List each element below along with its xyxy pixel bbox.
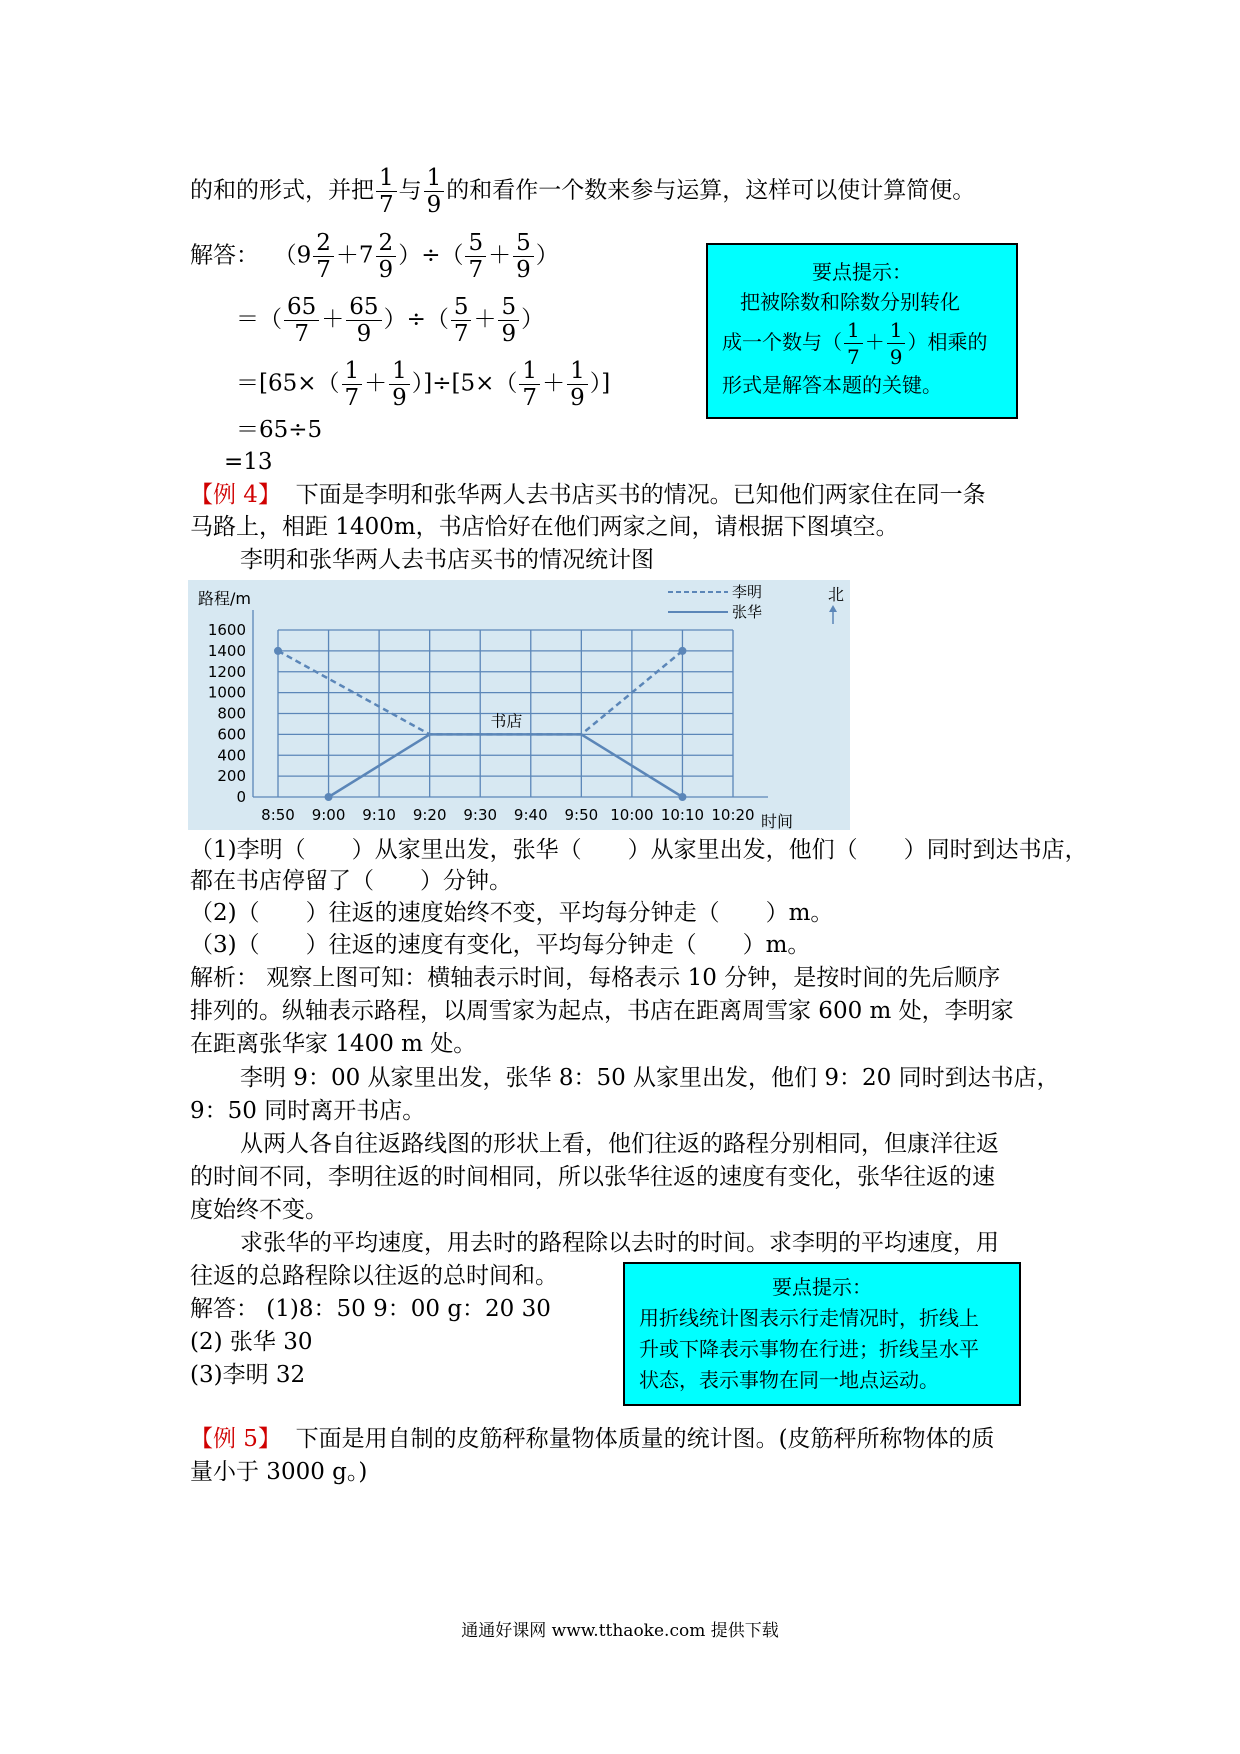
tip-line: 升或下降表示事物在行进；折线呈水平 xyxy=(639,1337,979,1361)
x-tick-label: 10:20 xyxy=(711,806,755,824)
solution-line-2: ＝（ $\frac{65}{7}$ ＋ $\frac{65}{9}$ ）÷（ $\frac{5}{7}$ ＋ $\frac{5}{9}$ ） xyxy=(236,294,545,347)
y-tick-label: 1400 xyxy=(207,641,246,660)
y-tick-label: 600 xyxy=(217,725,246,744)
fraction: $\frac{1}{9}$ xyxy=(424,165,445,218)
example5-line-2: 量小于 3000 g。) xyxy=(190,1459,368,1485)
analysis-line: 的时间不同，李明往返的时间相同，所以张华往返的速度有变化，张华往返的速 xyxy=(190,1164,995,1190)
series-endpoint xyxy=(678,793,686,801)
solution-line-4: ＝65÷5 xyxy=(236,417,323,443)
analysis-line: 李明 9：00 从家里出发，张华 8：50 从家里出发，他们 9：20 同时到达书店， xyxy=(240,1065,1060,1091)
tip-line: 用折线统计图表示行走情况时，折线上 xyxy=(639,1306,979,1330)
example4-line-2: 马路上，相距 1400m，书店恰好在他们两家之间，请根据下图填空。 xyxy=(190,514,899,540)
x-tick-label: 8:50 xyxy=(261,806,295,824)
solution-line-3: ＝[65×（ $\frac{1}{7}$ ＋ $\frac{1}{9}$ ）]÷[5×（ $\frac{1}{7}$ ＋ $\frac{1}{9}$ ）] xyxy=(236,358,611,411)
x-tick-label: 10:00 xyxy=(610,806,654,824)
y-tick-label: 0 xyxy=(236,788,246,806)
y-tick-label: 1600 xyxy=(207,621,246,639)
x-axis-label: 时间 xyxy=(761,812,794,830)
tip-line: 状态，表示事物在同一地点运动。 xyxy=(639,1368,939,1392)
analysis-line: 往返的总路程除以往返的总时间和。 xyxy=(190,1263,558,1289)
example-tag: 【例 5】 xyxy=(190,1426,281,1452)
series-endpoint xyxy=(325,793,333,801)
y-tick-label: 800 xyxy=(217,704,246,723)
answer-line-3: (3)李明 32 xyxy=(190,1362,306,1388)
question-2: （2)（ ）往返的速度始终不变，平均每分钟走（ ）m。 xyxy=(190,900,834,926)
analysis-line: 度始终不变。 xyxy=(190,1197,328,1223)
example-tag: 【例 4】 xyxy=(190,482,281,508)
solution-line-1: 解答： （9 $\frac{2}{7}$ ＋7 $\frac{2}{9}$ ）÷（ $\frac{5}{7}$ ＋ $\frac{5}{9}$ ） xyxy=(190,230,559,283)
bookstore-annotation: 书店 xyxy=(490,711,523,731)
solution-line-5: =13 xyxy=(224,449,273,475)
y-tick-label: 200 xyxy=(217,767,246,786)
analysis-line: 9：50 同时离开书店。 xyxy=(190,1098,426,1124)
x-tick-label: 9:20 xyxy=(412,806,447,824)
tip-title: 要点提示： xyxy=(772,1275,872,1299)
question-1b: 都在书店停留了（ ）分钟。 xyxy=(190,868,512,894)
x-tick-label: 9:30 xyxy=(463,806,498,824)
tip-line: 把被除数和除数分别转化 xyxy=(740,290,960,314)
analysis-line: 从两人各自往返路线图的形状上看，他们往返的路程分别相同，但康洋往返 xyxy=(240,1131,999,1157)
y-tick-label: 1000 xyxy=(207,683,246,702)
series-endpoint xyxy=(274,647,282,655)
tip-box-1 xyxy=(706,243,1018,419)
answer-line-1: 解答： (1)8：50 9：00 g：20 30 xyxy=(190,1296,551,1322)
analysis-line: 解析： 观察上图可知：横轴表示时间，每格表示 10 分钟，是按时间的先后顺序 xyxy=(190,965,1001,991)
question-3: （3)（ ）往返的速度有变化，平均每分钟走（ ）m。 xyxy=(190,932,811,958)
chart-title: 李明和张华两人去书店买书的情况统计图 xyxy=(240,547,654,573)
tip-box-2 xyxy=(623,1262,1021,1406)
travel-chart xyxy=(188,580,850,830)
x-tick-label: 9:50 xyxy=(564,806,599,824)
footer: 通通好课网 www.tthaoke.com 提供下载 xyxy=(461,1621,779,1641)
analysis-line: 在距离张华家 1400 m 处。 xyxy=(190,1031,477,1057)
example4-line-1: 【例 4】 下面是李明和张华两人去书店买书的情况。已知他们两家住在同一条 xyxy=(190,482,986,508)
y-tick-label: 400 xyxy=(217,746,246,765)
legend-label: 张华 xyxy=(732,603,763,621)
tip-line: 形式是解答本题的关键。 xyxy=(722,373,942,397)
y-tick-label: 1200 xyxy=(207,662,246,681)
series-endpoint xyxy=(678,647,686,655)
intro-line: 的和的形式，并把 $\frac{1}{7}$ 与 $\frac{1}{9}$ 的和看作一个数来参与运算，这样可以使计算简便。 xyxy=(190,165,976,218)
tip-line: 成一个数与（ $\frac{1}{7}$ ＋ $\frac{1}{9}$ ）相乘的 xyxy=(722,318,988,369)
x-tick-label: 10:10 xyxy=(660,806,705,824)
tip-title: 要点提示： xyxy=(812,260,912,284)
question-1a: （1)李明（ ）从家里出发，张华（ ）从家里出发，他们（ ）同时到达书店， xyxy=(190,837,1088,863)
answer-line-2: (2) 张华 30 xyxy=(190,1329,313,1355)
analysis-line: 求张华的平均速度，用去时的路程除以去时的时间。求李明的平均速度，用 xyxy=(240,1230,999,1256)
x-tick-label: 9:40 xyxy=(513,806,548,824)
fraction: $\frac{1}{7}$ xyxy=(376,165,397,218)
y-axis-label: 路程/m xyxy=(198,589,251,608)
x-tick-label: 9:10 xyxy=(362,806,396,824)
legend-label: 李明 xyxy=(732,583,763,601)
analysis-line: 排列的。纵轴表示路程，以周雪家为起点，书店在距离周雪家 600 m 处，李明家 xyxy=(190,998,1014,1024)
example5-line-1: 【例 5】 下面是用自制的皮筋秤称量物体质量的统计图。(皮筋秤所称物体的质 xyxy=(190,1426,995,1452)
north-label: 北 xyxy=(828,585,845,604)
x-tick-label: 9:00 xyxy=(311,806,346,824)
